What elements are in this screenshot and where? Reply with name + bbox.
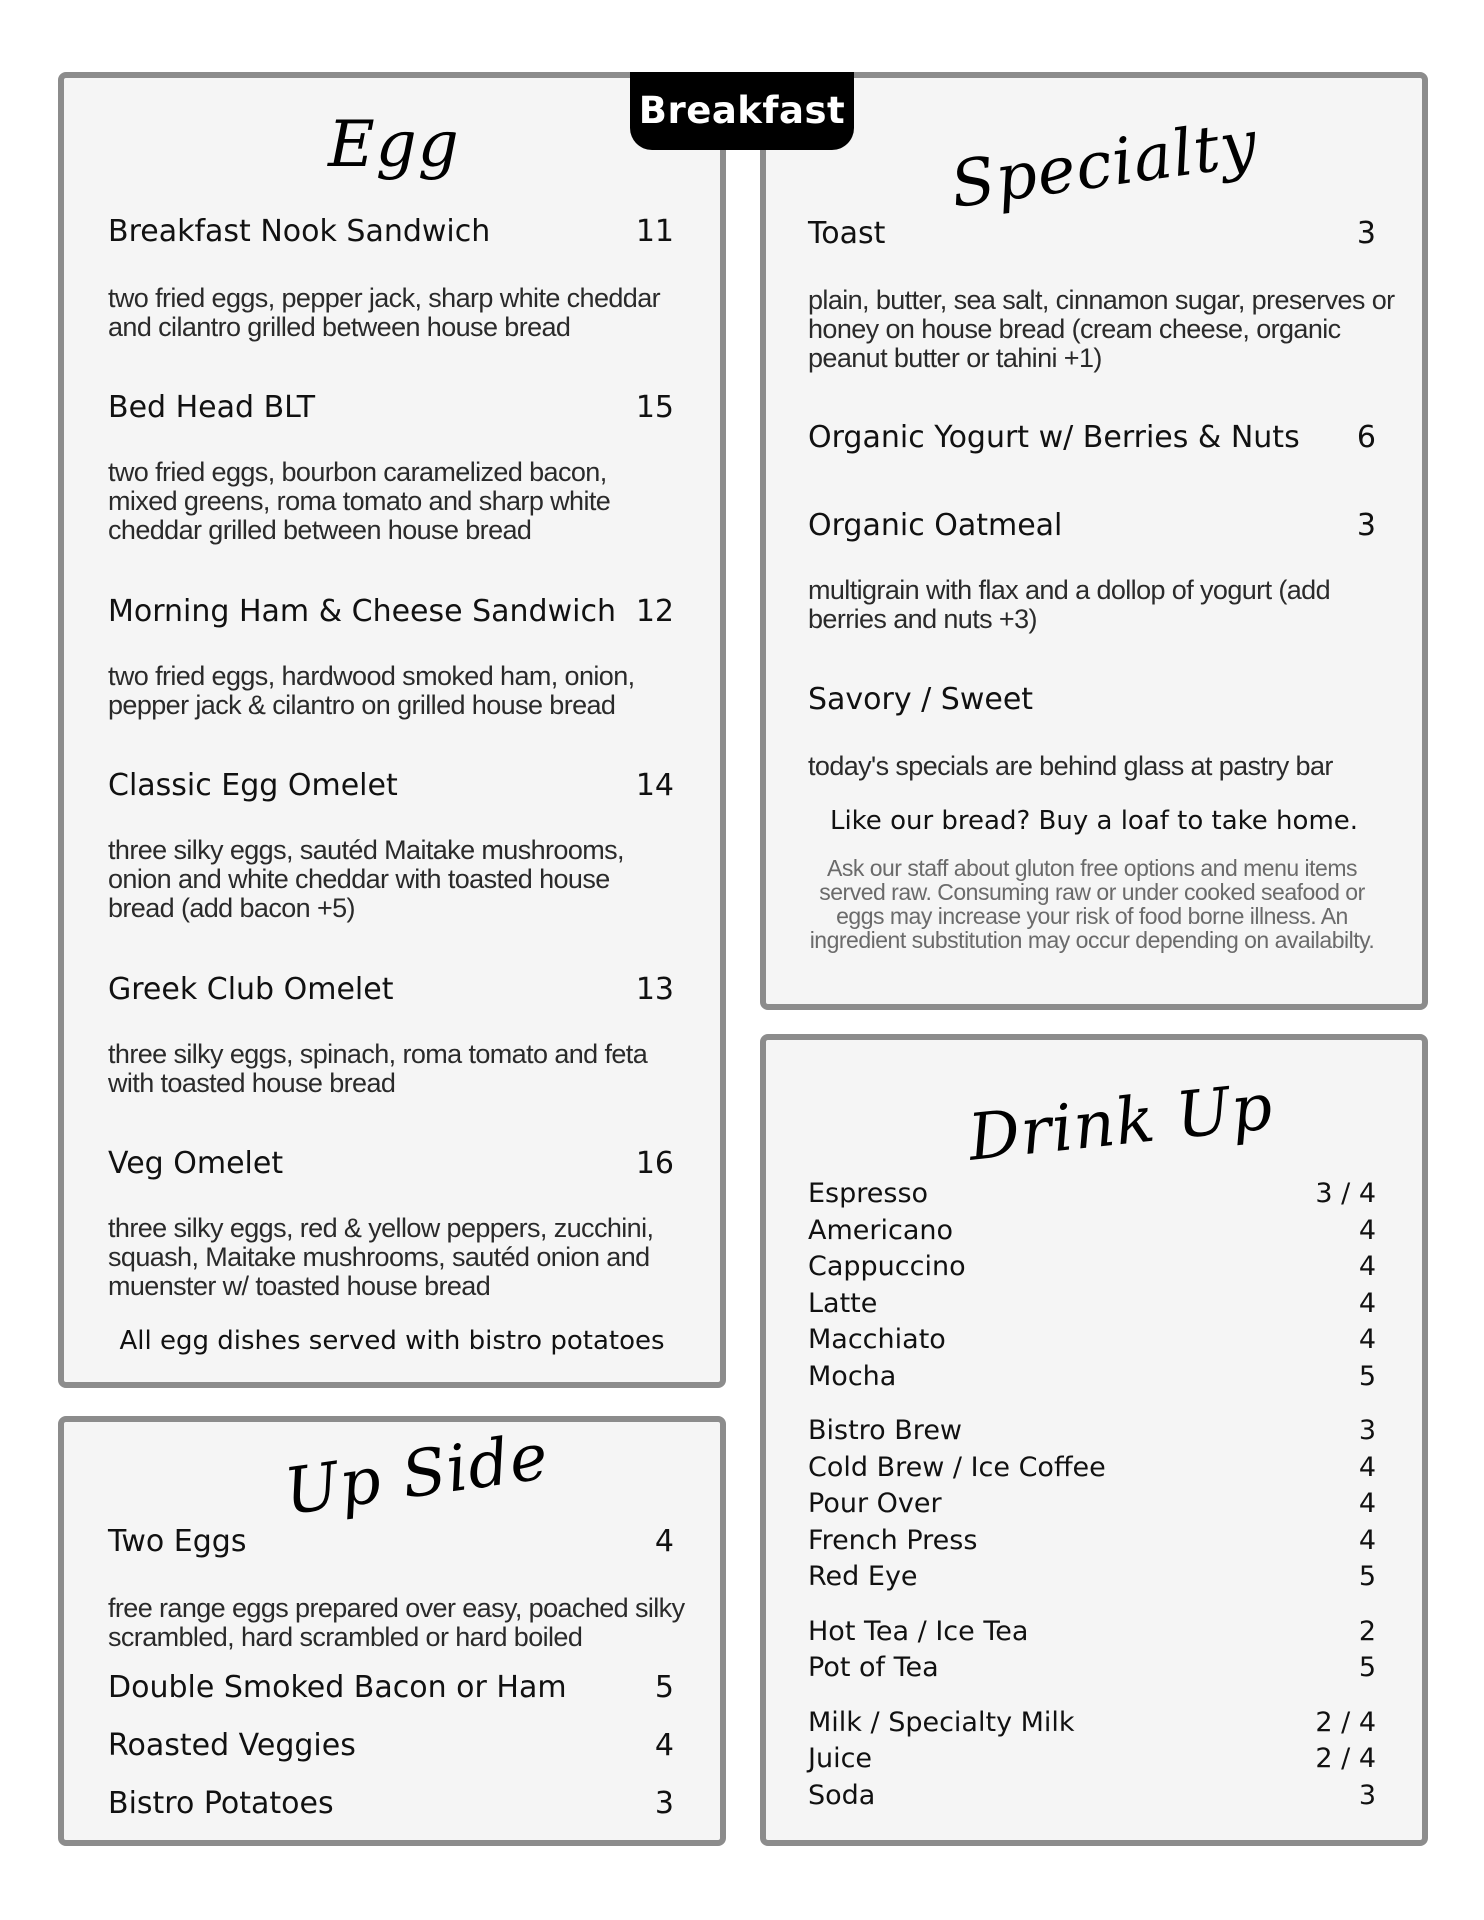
drink-row bbox=[808, 1452, 1376, 1489]
item-price: 15 bbox=[635, 390, 674, 425]
menu-item-name-row bbox=[108, 214, 674, 249]
drink-name: Espresso bbox=[808, 1178, 929, 1209]
drink-row bbox=[808, 1707, 1376, 1744]
drink-list bbox=[808, 1178, 1376, 1834]
drink-name: Red Eye bbox=[808, 1561, 918, 1592]
drink-row bbox=[808, 1178, 1376, 1215]
drink-row bbox=[808, 1251, 1376, 1288]
item-name: Savory / Sweet bbox=[808, 682, 1034, 717]
item-name: Toast bbox=[808, 216, 886, 251]
drink-price: 4 bbox=[1358, 1451, 1376, 1483]
drink-price: 2 / 4 bbox=[1315, 1706, 1376, 1738]
drink-row bbox=[808, 1780, 1376, 1817]
item-description: three silky eggs, spinach, roma tomato and feta with toasted house bread bbox=[108, 1039, 648, 1098]
item-name: Morning Ham & Cheese Sandwich bbox=[108, 594, 616, 629]
drink-name: Milk / Specialty Milk bbox=[808, 1706, 1075, 1738]
drink-name: Pot of Tea bbox=[808, 1652, 939, 1683]
drink-name: Hot Tea / Ice Tea bbox=[808, 1615, 1029, 1647]
drink-name: Pour Over bbox=[808, 1488, 942, 1519]
item-price: 3 bbox=[1356, 508, 1376, 543]
drink-row bbox=[808, 1415, 1376, 1452]
item-name: Roasted Veggies bbox=[108, 1728, 356, 1763]
drink-row bbox=[808, 1652, 1376, 1689]
item-price: 3 bbox=[654, 1786, 674, 1821]
item-name: Bistro Potatoes bbox=[108, 1786, 334, 1821]
menu-item-name-row bbox=[108, 1670, 674, 1705]
drink-row bbox=[808, 1324, 1376, 1361]
menu-item-name-row bbox=[808, 508, 1376, 543]
drink-name: Macchiato bbox=[808, 1324, 946, 1355]
item-price: 6 bbox=[1356, 420, 1376, 455]
drink-row bbox=[808, 1215, 1376, 1252]
item-price: 4 bbox=[654, 1524, 674, 1559]
menu-item-name-row bbox=[108, 972, 674, 1007]
menu-item-name-row bbox=[108, 1786, 674, 1821]
drink-price: 4 bbox=[1358, 1214, 1376, 1246]
drink-group-espresso bbox=[808, 1178, 1376, 1397]
drink-name: Latte bbox=[808, 1287, 878, 1319]
egg-panel bbox=[58, 72, 726, 1388]
egg-dishes-note: All egg dishes served with bistro potatoes bbox=[119, 1326, 665, 1356]
item-description: plain, butter, sea salt, cinnamon sugar, preserves or honey on house bread (cream cheese, organic peanut butter or tahini +1) bbox=[808, 285, 1395, 373]
drink-row bbox=[808, 1288, 1376, 1325]
drink-up-heading: Drink Up bbox=[964, 1070, 1277, 1176]
item-name: Breakfast Nook Sandwich bbox=[108, 214, 491, 249]
drink-row bbox=[808, 1561, 1376, 1598]
item-name: Bed Head BLT bbox=[108, 390, 316, 425]
menu-item-name-row bbox=[108, 594, 674, 629]
item-price: 13 bbox=[635, 972, 674, 1007]
drink-price: 3 / 4 bbox=[1315, 1178, 1376, 1209]
drink-group-tea bbox=[808, 1616, 1376, 1689]
menu-item-name-row bbox=[108, 768, 674, 803]
item-name: Organic Yogurt w/ Berries & Nuts bbox=[808, 420, 1300, 455]
menu-item-name-row bbox=[808, 420, 1376, 455]
drink-row bbox=[808, 1488, 1376, 1525]
item-price: 5 bbox=[654, 1670, 674, 1705]
drink-row bbox=[808, 1743, 1376, 1780]
drink-price: 5 bbox=[1358, 1652, 1376, 1683]
drink-name: Americano bbox=[808, 1214, 954, 1246]
item-name: Greek Club Omelet bbox=[108, 972, 394, 1007]
item-description: multigrain with flax and a dollop of yogurt (add berries and nuts +3) bbox=[808, 575, 1331, 634]
drink-name: Bistro Brew bbox=[808, 1415, 963, 1446]
drink-name: Juice bbox=[808, 1743, 873, 1774]
drink-price: 3 bbox=[1358, 1779, 1376, 1811]
drink-price: 2 / 4 bbox=[1315, 1743, 1376, 1774]
item-description: two fried eggs, hardwood smoked ham, onion, pepper jack & cilantro on grilled house bread bbox=[108, 661, 635, 720]
drink-name: Mocha bbox=[808, 1360, 897, 1392]
item-price: 14 bbox=[635, 768, 674, 803]
item-price: 4 bbox=[654, 1728, 674, 1763]
drink-name: French Press bbox=[808, 1524, 978, 1556]
item-price: 16 bbox=[635, 1146, 674, 1181]
item-name: Double Smoked Bacon or Ham bbox=[108, 1670, 567, 1705]
item-price: 11 bbox=[635, 214, 674, 249]
breakfast-tab: Breakfast bbox=[630, 72, 854, 150]
drink-name: Soda bbox=[808, 1779, 876, 1811]
drink-price: 4 bbox=[1358, 1251, 1376, 1282]
specialty-heading: Specialty bbox=[946, 106, 1263, 224]
drink-name: Cold Brew / Ice Coffee bbox=[808, 1451, 1106, 1483]
item-name: Two Eggs bbox=[108, 1524, 247, 1559]
drink-price: 4 bbox=[1358, 1488, 1376, 1519]
drink-group-other bbox=[808, 1707, 1376, 1817]
item-description: free range eggs prepared over easy, poached silky scrambled, hard scrambled or hard boiled bbox=[108, 1593, 685, 1652]
item-price: 12 bbox=[635, 594, 674, 629]
item-description: two fried eggs, pepper jack, sharp white cheddar and cilantro grilled between house bread bbox=[108, 283, 661, 342]
menu-item-name-row bbox=[108, 390, 674, 425]
drink-name: Cappuccino bbox=[808, 1251, 966, 1282]
menu-item-name-row bbox=[108, 1524, 674, 1559]
item-name: Organic Oatmeal bbox=[808, 508, 1063, 543]
allergen-disclaimer: Ask our staff about gluton free options and menu items served raw. Consuming raw or under cooked seafood or eggs may increase your risk of food borne illness. An ingredient substitution may occur depending on availabilty. bbox=[809, 855, 1375, 953]
menu-item-name-row bbox=[808, 682, 1376, 717]
menu-item-name-row bbox=[808, 216, 1376, 251]
item-description: three silky eggs, sautéd Maitake mushrooms, onion and white cheddar with toasted house bread (add bacon +5) bbox=[108, 835, 624, 923]
drink-price: 4 bbox=[1358, 1524, 1376, 1556]
drink-row bbox=[808, 1525, 1376, 1562]
egg-heading: Egg bbox=[328, 108, 460, 182]
drink-group-coffee bbox=[808, 1415, 1376, 1598]
item-name: Classic Egg Omelet bbox=[108, 768, 398, 803]
menu-item-name-row bbox=[108, 1728, 674, 1763]
item-price: 3 bbox=[1356, 216, 1376, 251]
drink-price: 4 bbox=[1358, 1324, 1376, 1355]
drink-price: 3 bbox=[1358, 1415, 1376, 1446]
item-description: three silky eggs, red & yellow peppers, zucchini, squash, Maitake mushrooms, sautéd onion and muenster w/ toasted house bread bbox=[108, 1213, 654, 1301]
bread-note: Like our bread? Buy a loaf to take home. bbox=[829, 806, 1359, 836]
menu-item-name-row bbox=[108, 1146, 674, 1181]
drink-row bbox=[808, 1616, 1376, 1653]
item-name: Veg Omelet bbox=[108, 1146, 284, 1181]
item-description: two fried eggs, bourbon caramelized bacon, mixed greens, roma tomato and sharp white cheddar grilled between house bread bbox=[108, 457, 611, 545]
drink-price: 5 bbox=[1358, 1561, 1376, 1592]
drink-price: 2 bbox=[1358, 1615, 1376, 1647]
drink-price: 5 bbox=[1358, 1360, 1376, 1392]
drink-price: 4 bbox=[1358, 1287, 1376, 1319]
up-side-heading: Up Side bbox=[280, 1419, 554, 1531]
item-description: today's specials are behind glass at pastry bar bbox=[808, 751, 1333, 781]
drink-row bbox=[808, 1361, 1376, 1398]
